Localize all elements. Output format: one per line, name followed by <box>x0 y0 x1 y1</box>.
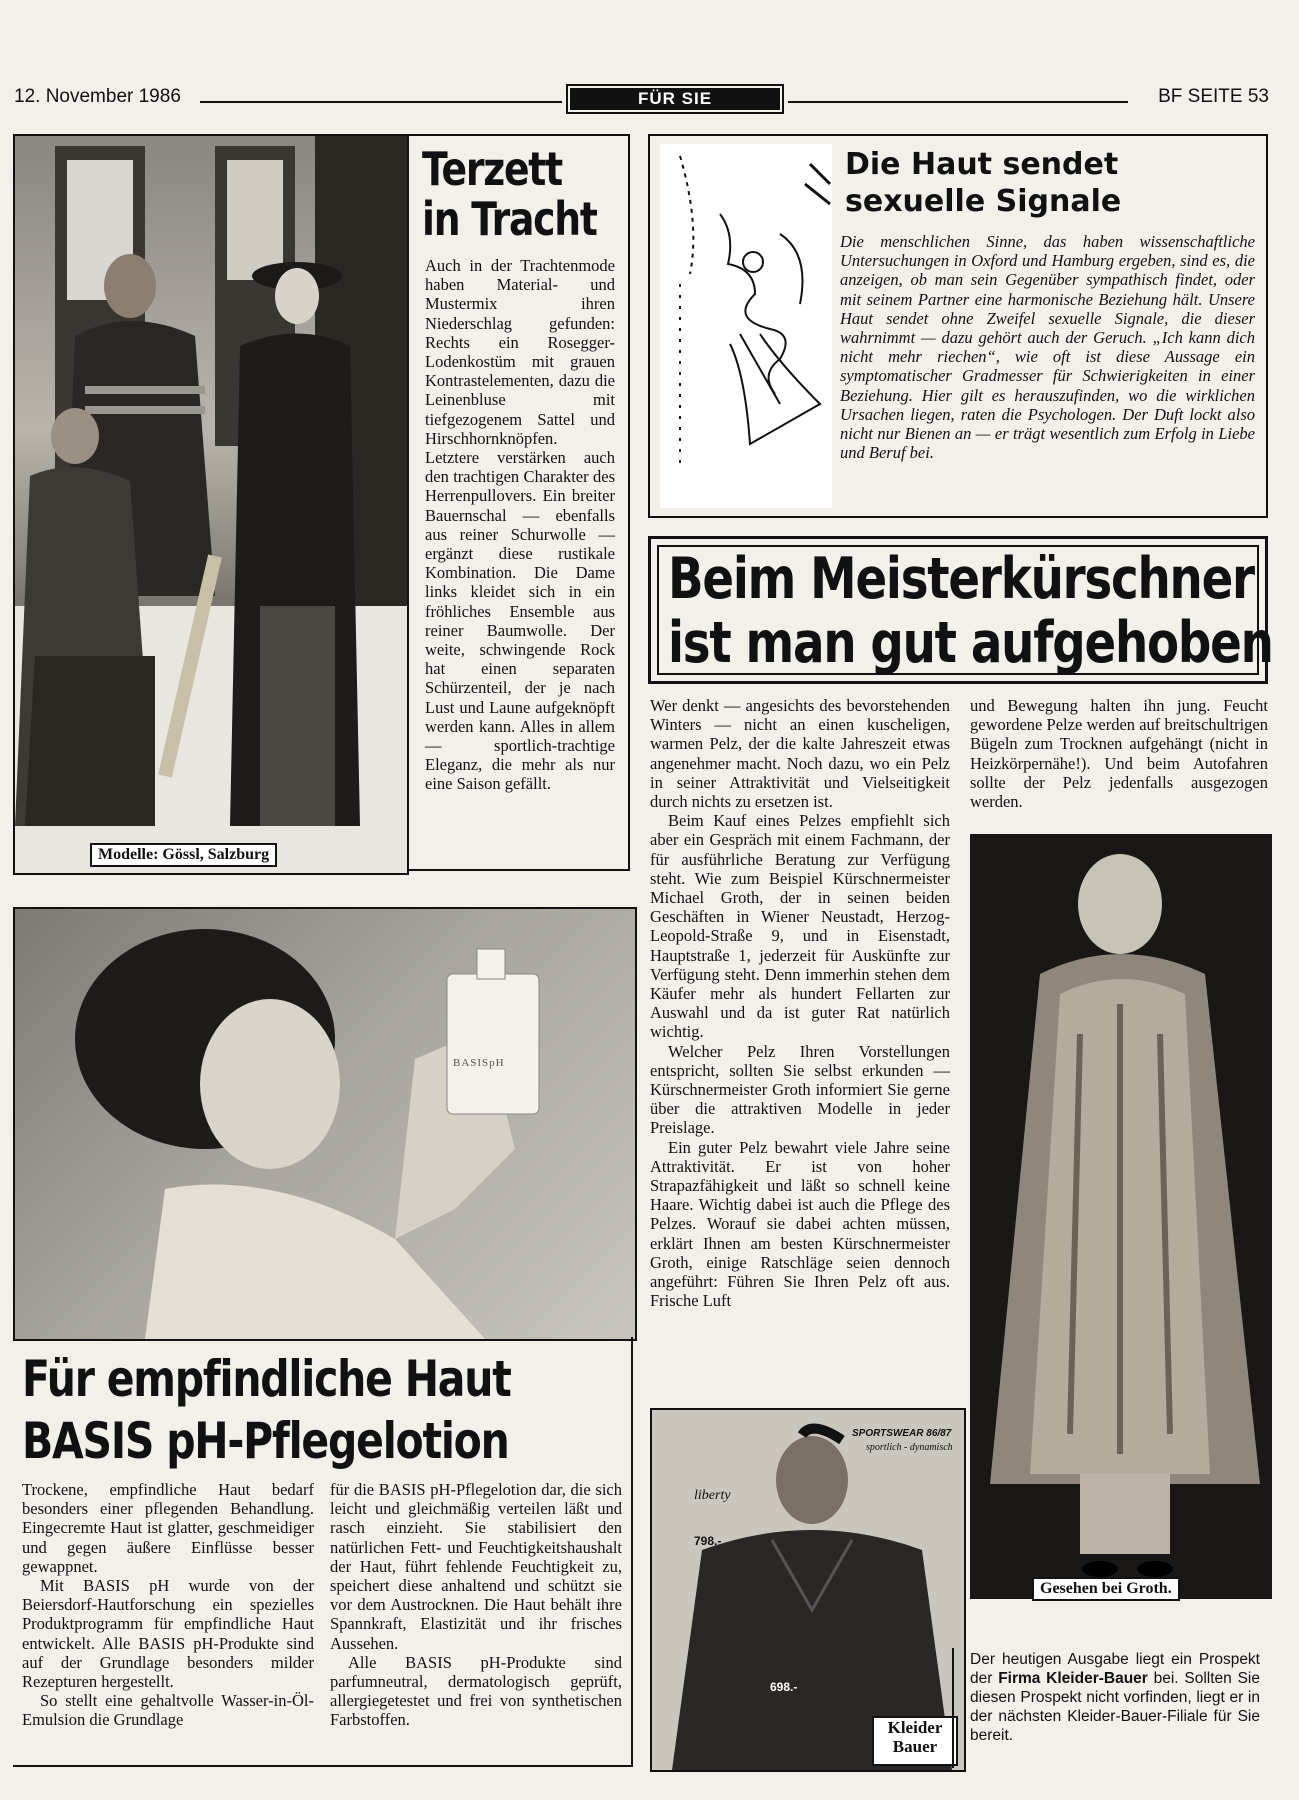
notice-part-3: bei. Sollten Sie diesen Prospekt nicht vorfinden, liegt er in der nächsten Kleider-Bauer-Filiale für Sie bereit. <box>970 1670 1260 1744</box>
basis-headline <box>22 1348 511 1472</box>
logo-line-2: Bauer <box>892 1737 938 1756</box>
tracht-headline-line-2: in Tracht <box>422 192 597 246</box>
tracht-photo <box>13 134 409 875</box>
haut-headline-line-1: Die Haut sendet <box>845 147 1119 182</box>
insert-notice-text <box>970 1650 1260 1745</box>
kuerschner-paragraph: Wer denkt — angesichts des bevorstehenden Winters — nicht an einen kuscheligen, warmen Pelz, der die kalte Jahreszeit etwas angenehmer macht. Noch dazu, wo ein Pelz in seiner Attraktivität und Vielseitigkeit durch nichts zu ersetzen ist. <box>650 696 950 812</box>
notice-part-1: Der heutigen Ausgabe liegt ein Prospekt der <box>970 1651 1260 1687</box>
basis-headline-line-1: Für empfindliche Haut <box>22 1350 511 1408</box>
kuerschner-paragraph: Welcher Pelz Ihren Vorstellungen entspricht, sollten Sie selbst erkunden — Kürschnermeister Groth informiert Sie gerne über die attraktiven Modelle in jeder Preislage. <box>650 1041 950 1138</box>
basis-paragraph: Alle BASIS pH-Produkte sind parfumneutral, dermatologisch geprüft, allergiegetestet und frei von synthetischen Farbstoffen. <box>330 1652 622 1730</box>
basis-column-1 <box>22 1480 314 1730</box>
tracht-body <box>425 256 615 794</box>
basis-headline-line-2: BASIS pH-Pflegelotion <box>22 1412 509 1470</box>
header-rule-right <box>788 101 1128 103</box>
tracht-headline-line-1: Terzett <box>422 142 562 196</box>
ad-price-2: 698.- <box>770 1680 798 1694</box>
section-badge <box>566 84 784 114</box>
basis-paragraph: für die BASIS pH-Pflegelotion dar, die sich leicht und gleichmäßig verteilen läßt und rasch einzieht. Sie stabilisiert den natürlichen Fett- und Feuchtigkeitshaushalt der Haut, führt fehlende Feuchtigkeit zu, speichert diese anhaltend und schützt sie vor dem Austrocknen. Die Haut behält ihre Spannkraft, Elastizität und ihr frisches Aussehen. <box>330 1480 622 1653</box>
basis-paragraph: So stellt eine gehaltvolle Wasser-in-Öl-Emulsion die Grundlage <box>22 1691 314 1730</box>
kuerschner-headline-line-1: Beim Meisterkürschner <box>668 546 1254 612</box>
fur-coat-caption: Gesehen bei Groth. <box>1032 1577 1180 1601</box>
issue-date: 12. November 1986 <box>14 86 181 107</box>
basis-paragraph: Mit BASIS pH wurde von der Beiersdorf-Hautforschung ein spezielles Produktprogramm für empfindliche Haut entwickelt. Alle BASIS pH-Produkte sind auf der Grundlage besonders milder Rezepturen hergestellt. <box>22 1576 314 1692</box>
tracht-caption: Modelle: Gössl, Salzburg <box>90 843 277 867</box>
header-rule-left <box>200 101 562 103</box>
tracht-paragraph: Auch in der Trachtenmode haben Material- und Mustermix ihren Niederschlag gefunden: Rechts ein Rosegger-Lodenkostüm mit grauen Kontrastelementen, dazu die Leinenbluse mit tiefgezogenem Sattel und Hirschhornknöpfen. Letztere verstärken auch den trachtigen Charakter des Herrenpullovers. Ein breiter Bauernschal — ebenfalls aus reiner Schurwolle — ergänzt diese rustikale Kombination. Die Dame links kleidet sich in ein fröhliches Ensemble aus reiner Baumwolle. Der weite, schwingende Rock hat einen separaten Schürzenteil, der je nach Lust und Laune aufgeknöpft werden kann. Alles in allem — sportlich-trachtige Eleganz, die mehr als nur eine Saison gefällt. <box>425 256 615 794</box>
tracht-headline <box>422 144 597 244</box>
basis-photo <box>13 907 637 1341</box>
ad-price-1: 798.- <box>694 1534 722 1548</box>
basis-paragraph: Trockene, empfindliche Haut bedarf besonders einer pflegenden Behandlung. Eingecremte Haut ist glatter, geschmeidiger und gegen äußere Einflüsse besser gewappnet. <box>22 1480 314 1576</box>
page-number: BF SEITE 53 <box>1158 86 1269 107</box>
fur-coat-photo <box>970 834 1272 1599</box>
bottle-label: BASISpH <box>453 1057 505 1069</box>
section-label: FÜR SIE <box>570 88 780 110</box>
kuerschner-headline-line-2: ist man gut aufgehoben <box>668 610 1273 676</box>
haut-paragraph: Die menschlichen Sinne, das haben wissenschaftliche Untersuchungen in Oxford und Hamburg ergeben, sind es, die anzeigen, ob man sein Gegenüber sympathisch findet, oder mit seinem Partner eine harmonische Beziehung hält. Unsere Haut sendet ohne Zweifel sexuelle Signale, die dieser wahrnimmt — dazu gehört auch der Geruch. „Ich kann dich nicht mehr riechen“, wie oft ist diese Aussage ein symptomatischer Gradmesser für Schwierigkeiten in einer Beziehung. Hier gilt es herauszufinden, wo die wirklichen Ursachen liegen, raten die Psychologen. Der Duft lockt also nicht nur Bienen an — er trägt wesentlich zum Erfolg in Liebe und Beruf bei. <box>840 232 1255 463</box>
tracht-photo-illustration <box>15 136 407 873</box>
basis-column-2 <box>330 1480 622 1730</box>
kuerschner-paragraph: und Bewegung halten ihn jung. Feucht gewordene Pelze werden auf breitschultrigen Bügeln zum Trocknen aufgehängt (nicht in Heizkörpernähe!). Und beim Autofahren sollte der Pelz jedenfalls ausgezogen werden. <box>970 696 1268 812</box>
kuerschner-paragraph: Ein guter Pelz bewahrt viele Jahre seine Attraktivität. Er ist von hoher Strapazfähigkeit und läßt so schnell keine Haare. Wichtig dabei ist auch die Pflege des Pelzes. Worauf sie dabei achten müssen, erklärt Ihnen am besten Kürschnermeister Groth, einige Ratschläge seien dennoch angeführt: Führen Sie Ihren Pelz oft aus. Frische Luft <box>650 1137 950 1311</box>
kuerschner-paragraph: Beim Kauf eines Pelzes empfiehlt sich aber ein Gespräch mit einem Fachmann, der für ausführliche Beratung zur Verfügung steht. Wie zum Beispiel Kürschnermeister Michael Groth, der in seinen beiden Geschäften in Wiener Neustadt, Herzog-Leopold-Straße 9, und in Eisenstadt, Hauptstraße 1, jederzeit für Auskünfte zur Verfügung steht. Denn immerhin stehen dem Käufer mehr als hundert Fellarten zur Auswahl und da ist guter Rat natürlich wichtig. <box>650 811 950 1042</box>
ad-slogan: sportlich - dynamisch <box>866 1442 953 1453</box>
kuerschner-headline <box>668 547 1273 675</box>
haut-headline-line-2: sexuelle Signale <box>845 184 1122 219</box>
kuerschner-column-1 <box>650 696 950 1311</box>
ad-brand: liberty <box>694 1488 731 1503</box>
notice-firm: Firma Kleider-Bauer <box>998 1670 1148 1687</box>
kleider-bauer-ad <box>650 1408 966 1772</box>
haut-headline <box>845 146 1121 220</box>
haut-illustration <box>660 144 832 508</box>
haut-body <box>840 232 1255 462</box>
basis-photo-illustration <box>15 909 635 1339</box>
fur-coat-illustration <box>970 834 1272 1599</box>
kuerschner-column-2 <box>970 696 1268 811</box>
logo-line-1: Kleider <box>887 1718 943 1737</box>
face-sketch-illustration <box>660 144 832 508</box>
kleider-bauer-logo <box>872 1716 958 1766</box>
ad-sportswear: SPORTSWEAR 86/87 <box>852 1428 952 1439</box>
